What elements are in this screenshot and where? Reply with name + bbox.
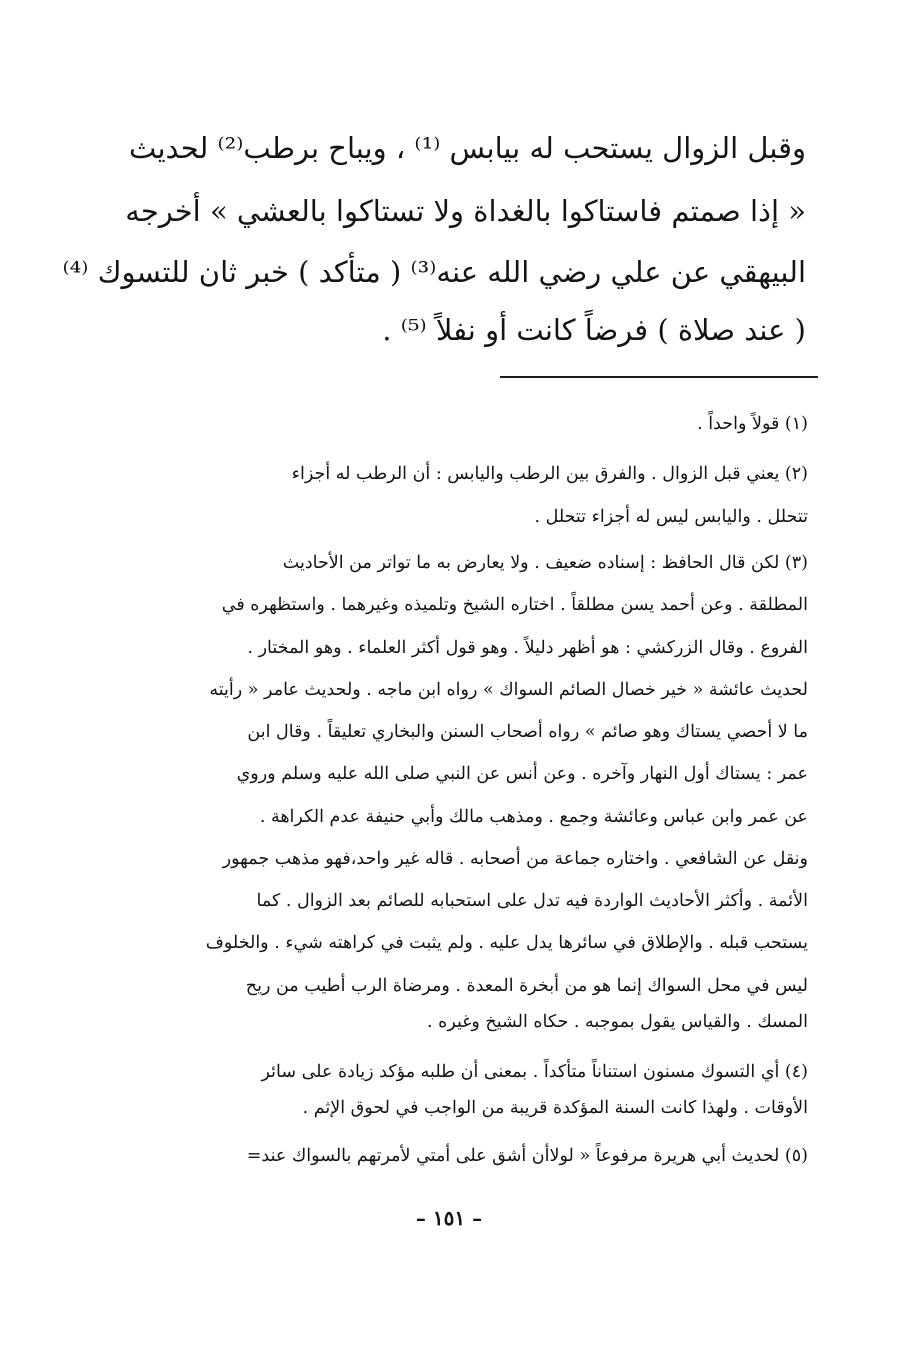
footnote-line: المسك . والقياس يقول بموجبه . حكاه الشيخ وغيره . — [427, 1012, 808, 1032]
footnote-line: ليس في محل السواك إنما هو من أبخرة المعدة . ومرضاة الرب أطيب من ريح — [245, 976, 808, 996]
footnote-line: لحديث عائشة « خير خصال الصائم السواك » رواه ابن ماجه . ولحديث عامر « رأيته — [209, 680, 808, 700]
footnote-line: (١) قولاً واحداً . — [697, 414, 808, 434]
footnote-line: يستحب قبله . والإطلاق في سائرها يدل عليه . ولم يثبت في كراهته شيء . والخلوف — [205, 933, 808, 953]
main-text-line-2: « إذا صمتم فاستاكوا بالغداة ولا تستاكوا بالعشي » أخرجه — [125, 194, 806, 228]
footnote-line: ونقل عن الشافعي . واختاره جماعة من أصحابه . قاله غير واحد،فهو مذهب جمهور — [222, 849, 808, 869]
footnote-line: عمر : يستاك أول النهار وآخره . وعن أنس عن النبي صلى الله عليه وسلم وروي — [236, 764, 808, 784]
footnote-line: الفروع . وقال الزركشي : هو أظهر دليلاً . وهو قول أكثر العلماء . وهو المختار . — [247, 638, 808, 658]
footnote-line: تتحلل . واليابس ليس له أجزاء تتحلل . — [534, 507, 808, 527]
main-text-line-3: البيهقي عن علي رضي الله عنه⁽³⁾ ( متأكد ) خبر ثان للتسوك ⁽⁴⁾ — [62, 255, 806, 289]
footnote-line: (٥) لحديث أبي هريرة مرفوعاً « لولاأن أشق على أمتي لأمرتهم بالسواك عند= — [246, 1146, 808, 1166]
footnote-line: (٣) لكن قال الحافظ : إسناده ضعيف . ولا يعارض به ما تواتر من الأحاديث — [282, 553, 808, 573]
footnote-line: (٢) يعني قبل الزوال . والفرق بين الرطب واليابس : أن الرطب له أجزاء — [291, 464, 808, 484]
footnote-separator — [500, 376, 818, 378]
main-text-line-1: وقبل الزوال يستحب له بيابس ⁽¹⁾ ، ويباح برطب⁽²⁾ لحديث — [128, 131, 806, 165]
page-number: – ١٥١ – — [415, 1206, 483, 1230]
footnote-line: ما لا أحصي يستاك وهو صائم » رواه أصحاب السنن والبخاري تعليقاً . وقال ابن — [247, 722, 808, 742]
footnote-line: عن عمر وابن عباس وعائشة وجمع . ومذهب مالك وأبي حنيفة عدم الكراهة . — [259, 807, 808, 827]
footnote-line: المطلقة . وعن أحمد يسن مطلقاً . اختاره الشيخ وتلميذه وغيرهما . واستظهره في — [221, 595, 808, 615]
footnote-line: (٤) أي التسوك مسنون استناناً متأكداً . بمعنى أن طلبه مؤكد زيادة على سائر — [261, 1062, 808, 1082]
footnote-line: الأئمة . وأكثر الأحاديث الواردة فيه تدل على استحبابه للصائم بعد الزوال . كما — [256, 891, 808, 911]
footnote-line: الأوقات . ولهذا كانت السنة المؤكدة قريبة من الواجب في لحوق الإثم . — [302, 1098, 808, 1118]
main-text-line-4: ( عند صلاة ) فرضاً كانت أو نفلاً ⁽⁵⁾ . — [382, 313, 806, 347]
